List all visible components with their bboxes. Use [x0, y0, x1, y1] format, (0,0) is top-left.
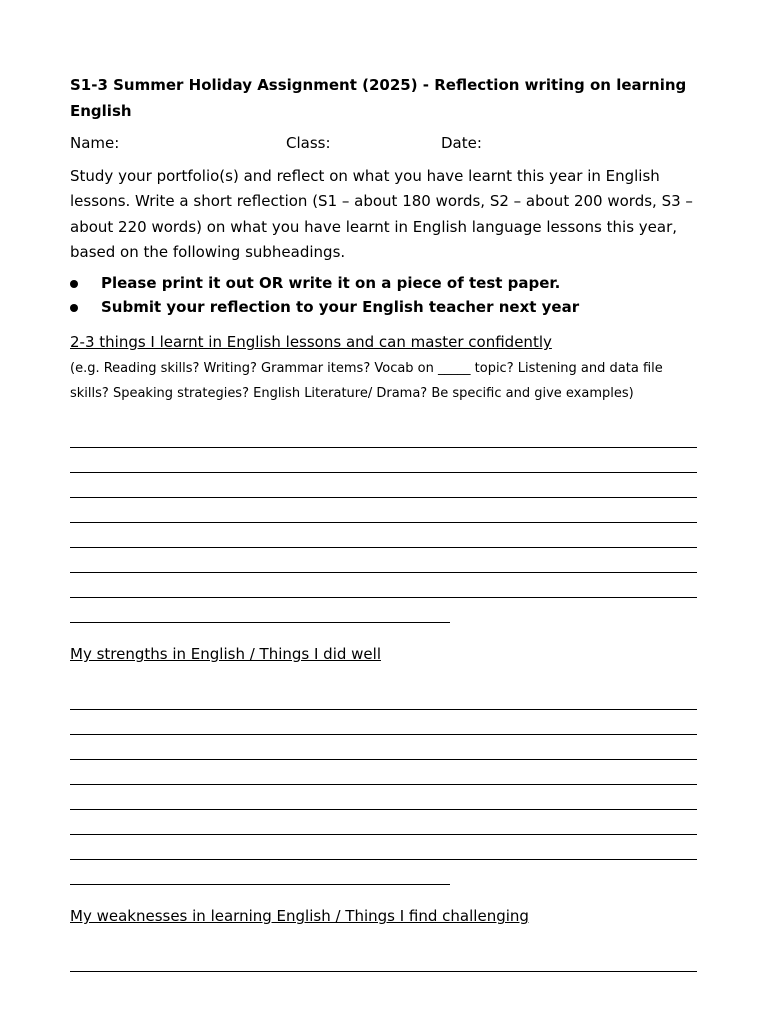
student-info-row [70, 132, 697, 154]
answer-line[interactable] [70, 785, 697, 810]
answer-line[interactable] [70, 760, 697, 785]
section-heading-strengths: My strengths in English / Things I did well [70, 645, 381, 664]
class-label: Class: [286, 134, 331, 152]
answer-area-strengths [70, 685, 697, 885]
requirements-list [70, 271, 697, 319]
name-label: Name: [70, 134, 120, 152]
answer-line[interactable] [70, 573, 697, 598]
date-label: Date: [441, 134, 482, 152]
answer-line[interactable] [70, 448, 697, 473]
answer-line[interactable] [70, 835, 697, 860]
requirement-text: Please print it out OR write it on a piece of test paper. [101, 274, 561, 293]
answer-line[interactable] [70, 710, 697, 735]
answer-area-weaknesses [70, 947, 697, 972]
answer-line[interactable] [70, 947, 697, 972]
assignment-page [70, 72, 697, 972]
section-heading-learnt: 2-3 things I learnt in English lessons and can master confidently [70, 333, 552, 352]
bullet-icon [70, 280, 78, 288]
answer-line[interactable] [70, 598, 450, 623]
section-hint-learnt: (e.g. Reading skills? Writing? Grammar items? Vocab on _____ topic? Listening and data file skills? Speaking strategies? English Literature/ Drama? Be specific and give examples) [70, 361, 663, 402]
answer-line[interactable] [70, 685, 697, 710]
answer-line[interactable] [70, 423, 697, 448]
answer-area-learnt [70, 423, 697, 623]
answer-line[interactable] [70, 735, 697, 760]
section-heading-weaknesses: My weaknesses in learning English / Things I find challenging [70, 907, 529, 926]
bullet-icon [70, 304, 78, 312]
answer-line[interactable] [70, 860, 450, 885]
answer-line[interactable] [70, 548, 697, 573]
answer-line[interactable] [70, 473, 697, 498]
requirement-item [70, 271, 697, 295]
answer-line[interactable] [70, 523, 697, 548]
assignment-title: S1-3 Summer Holiday Assignment (2025) - Reflection writing on learning English [70, 76, 687, 120]
answer-line[interactable] [70, 810, 697, 835]
requirement-text: Submit your reflection to your English teacher next year [101, 298, 580, 317]
instructions-paragraph: Study your portfolio(s) and reflect on what you have learnt this year in English lessons. Write a short reflection (S1 – about 180 words, S2 – about 200 words, S3 – about 220 words) on what you have learnt in English language lessons this year, based on the following subheadings. [70, 167, 693, 261]
answer-line[interactable] [70, 498, 697, 523]
requirement-item [70, 295, 697, 319]
